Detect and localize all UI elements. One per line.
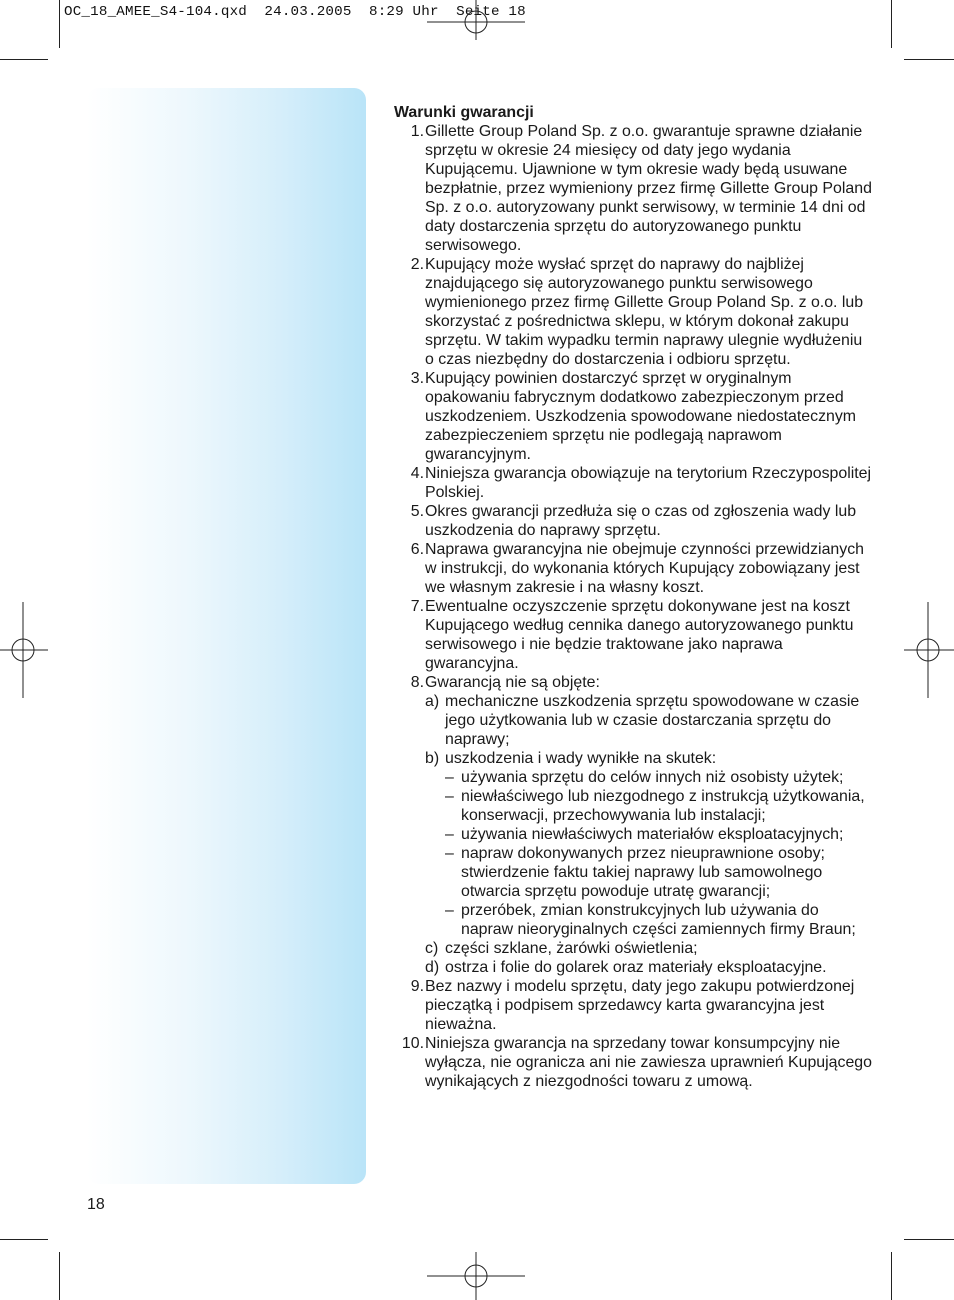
- dash-item: [445, 825, 874, 844]
- dash-item-text: używania niewłaściwych materiałów eksploatacyjnych;: [461, 826, 844, 843]
- item-number: 6.: [410, 541, 424, 558]
- crop-mark-bottom-left-horizontal: [0, 1239, 48, 1240]
- item-text: Okres gwarancji przedłuża się o czas od zgłoszenia wady lub uszkodzenia do naprawy sprzętu.: [425, 503, 857, 539]
- crop-mark-bottom-right-horizontal: [904, 1239, 954, 1240]
- list-item: [394, 464, 874, 502]
- sub-item-text: mechaniczne uszkodzenia sprzętu spowodowane w czasie jego użytkowania lub w czasie dostarczania sprzętu do naprawy;: [445, 693, 860, 748]
- registration-mark-right: [904, 602, 954, 698]
- dash-item: [445, 844, 874, 901]
- item-number: 10.: [401, 1035, 424, 1052]
- item-text: Bez nazwy i modelu sprzętu, daty jego zakupu potwierdzonej pieczątką i podpisem sprzedawcy karta gwarancyjna jest nieważna.: [425, 978, 855, 1033]
- dash-bullet: –: [445, 788, 454, 805]
- item-number: 8.: [410, 674, 424, 691]
- item-text: Kupujący może wysłać sprzęt do naprawy do najbliżej znajdującego się autoryzowanego punktu serwisowego wymienionego przez firmę Gillette Group Poland Sp. z o.o. lub skorzystać z pośrednictwa sklepu, w którym dokonał zakupu sprzętu. W takim wypadku termin naprawy ulegnie wydłużeniu o czas niezbędny do dostarczenia i odbioru sprzętu.: [425, 256, 864, 368]
- item-text: Kupujący powinien dostarczyć sprzęt w oryginalnym opakowaniu fabrycznym dodatkowo zabezpieczonym przed uszkodzeniem. Uszkodzenia spowodowane niedostatecznym zabezpieczeniem sprzętu nie podlegają naprawom gwarancyjnym.: [425, 370, 857, 463]
- dash-item: [445, 768, 874, 787]
- crop-mark-top-left-horizontal: [0, 59, 48, 60]
- dash-item-text: przeróbek, zmian konstrukcyjnych lub używania do napraw nieoryginalnych części zamiennych firmy Braun;: [461, 902, 856, 938]
- registration-mark-top: [427, 0, 525, 40]
- dash-item: [445, 787, 874, 825]
- item-number: 5.: [410, 503, 424, 520]
- item-number: 4.: [410, 465, 424, 482]
- sub-item-label: d): [425, 959, 440, 976]
- registration-mark-bottom: [427, 1252, 525, 1300]
- item-text: Ewentualne oczyszczenie sprzętu dokonywane jest na koszt Kupującego według cennika danego autoryzowanego punktu serwisowego i nie będzie traktowane jako naprawa gwarancyjna.: [425, 598, 854, 672]
- list-item: [394, 540, 874, 597]
- list-item: [394, 369, 874, 464]
- list-item: [394, 502, 874, 540]
- print-slug: OC_18_AMEE_S4-104.qxd 24.03.2005 8:29 Uhr Seite 18: [64, 4, 526, 20]
- sub-item: [425, 958, 874, 977]
- section-heading: Warunki gwarancji: [394, 104, 534, 121]
- dash-bullet: –: [445, 826, 454, 843]
- item-text: Gillette Group Poland Sp. z o.o. gwarantuje sprawne działanie sprzętu w okresie 24 miesięcy od daty jego wydania Kupującemu. Ujawnione w tym okresie wady będą usuwane bezpłatnie, przez wymieniony przez firmę Gillette Group Poland Sp. z o.o. autoryzowany punkt serwisowy, w terminie 14 dni od daty dostarczenia sprzętu do autoryzowanego punktu serwisowego.: [425, 123, 872, 254]
- sub-item-text: ostrza i folie do golarek oraz materiały eksploatacyjne.: [445, 959, 827, 976]
- item-number: 1.: [410, 123, 424, 140]
- decorative-blue-panel: [87, 88, 366, 1184]
- item-text: Gwarancją nie są objęte:: [425, 674, 600, 691]
- sub-item-text: uszkodzenia i wady wynikłe na skutek:: [445, 750, 717, 767]
- dash-bullet: –: [445, 769, 454, 786]
- dash-bullet: –: [445, 845, 454, 862]
- list-item: [394, 122, 874, 255]
- item-number: 3.: [410, 370, 424, 387]
- list-item: [394, 255, 874, 369]
- crop-mark-top-left-vertical: [59, 0, 60, 48]
- item-number: 2.: [410, 256, 424, 273]
- sub-item-text: części szklane, żarówki oświetlenia;: [445, 940, 698, 957]
- item-text: Niniejsza gwarancja na sprzedany towar konsumpcyjny nie wyłącza, nie ogranicza ani nie zawiesza uprawnień Kupującego wynikających z niezgodności towaru z umową.: [425, 1035, 872, 1090]
- sub-item-label: b): [425, 750, 440, 767]
- page-number: 18: [87, 1196, 105, 1213]
- dash-item-text: używania sprzętu do celów innych niż osobisty użytek;: [461, 769, 844, 786]
- item-text: Niniejsza gwarancja obowiązuje na terytorium Rzeczypospolitej Polskiej.: [425, 465, 872, 501]
- item-number: 7.: [410, 598, 424, 615]
- crop-mark-top-right-vertical: [891, 0, 892, 48]
- sub-item: [425, 749, 874, 939]
- dash-bullet: –: [445, 902, 454, 919]
- list-item: [394, 597, 874, 673]
- sub-item-label: a): [425, 693, 440, 710]
- sub-item-label: c): [425, 940, 439, 957]
- list-item: [394, 673, 874, 977]
- dash-item: [445, 901, 874, 939]
- list-item: [394, 977, 874, 1034]
- item-text: Naprawa gwarancyjna nie obejmuje czynności przewidzianych w instrukcji, do wykonania których Kupujący zobowiązany jest we własnym zakresie i na własny koszt.: [425, 541, 864, 596]
- sub-item: [425, 939, 874, 958]
- crop-mark-top-right-horizontal: [904, 59, 954, 60]
- crop-mark-bottom-right-vertical: [891, 1252, 892, 1300]
- warranty-terms: [394, 103, 874, 1091]
- registration-mark-left: [0, 602, 48, 698]
- dash-item-text: niewłaściwego lub niezgodnego z instrukcją użytkowania, konserwacji, przechowywania lub instalacji;: [461, 788, 865, 824]
- sub-item: [425, 692, 874, 749]
- list-item: [394, 1034, 874, 1091]
- item-number: 9.: [410, 978, 424, 995]
- dash-item-text: napraw dokonywanych przez nieuprawnione osoby; stwierdzenie faktu takiej naprawy lub samowolnego otwarcia sprzętu powoduje utratę gwarancji;: [461, 845, 825, 900]
- crop-mark-bottom-left-vertical: [59, 1252, 60, 1300]
